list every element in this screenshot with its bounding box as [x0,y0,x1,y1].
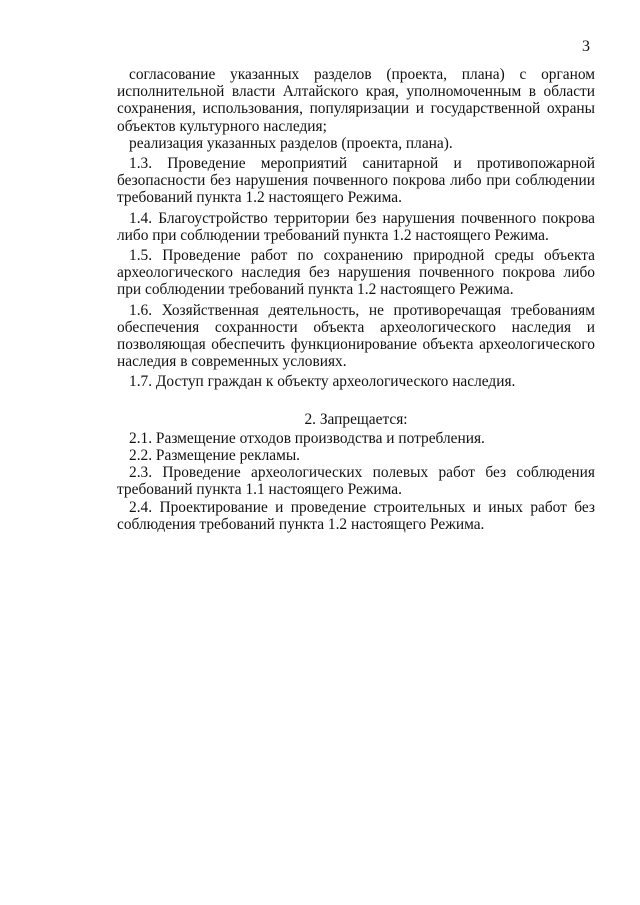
paragraph-approval: согласование указанных разделов (проекта, плана) с органом исполнительной власти Алтайского края, уполномоченным в области сохранения, использования, популяризации и государственной охраны объектов культурного наследия; [117,66,595,135]
paragraph-2-2: 2.2. Размещение рекламы. [129,447,301,465]
document-body [117,66,595,533]
page-number: 3 [582,38,590,55]
paragraph-2-1: 2.1. Размещение отходов производства и потребления. [129,429,485,447]
paragraph-1-7: 1.7. Доступ граждан к объекту археологического наследия. [129,373,516,391]
paragraph-2-4: 2.4. Проектирование и проведение строительных и иных работ без соблюдения требований пункта 1.2 настоящего Режима. [117,498,595,533]
paragraph-1-5: 1.5. Проведение работ по сохранению природной среды объекта археологического наследия без нарушения почвенного покрова либо при соблюдении требований пункта 1.2 настоящего Режима. [117,247,595,299]
section-2-heading: 2. Запрещается: [304,410,408,428]
paragraph-2-3: 2.3. Проведение археологических полевых работ без соблюдения требований пункта 1.1 настоящего Режима. [117,464,595,499]
paragraph-implementation: реализация указанных разделов (проекта, плана). [129,134,453,152]
paragraph-1-3: 1.3. Проведение мероприятий санитарной и противопожарной безопасности без нарушения почвенного покрова либо при соблюдении требований пункта 1.2 настоящего Режима. [117,155,595,207]
paragraph-1-6: 1.6. Хозяйственная деятельность, не противоречащая требованиям обеспечения сохранности объекта археологического наследия и позволяющая обеспечить функционирование объекта археологического наследия в современных условиях. [117,301,595,371]
paragraph-1-4: 1.4. Благоустройство территории без нарушения почвенного покрова либо при соблюдении требований пункта 1.2 настоящего Режима. [117,209,595,244]
